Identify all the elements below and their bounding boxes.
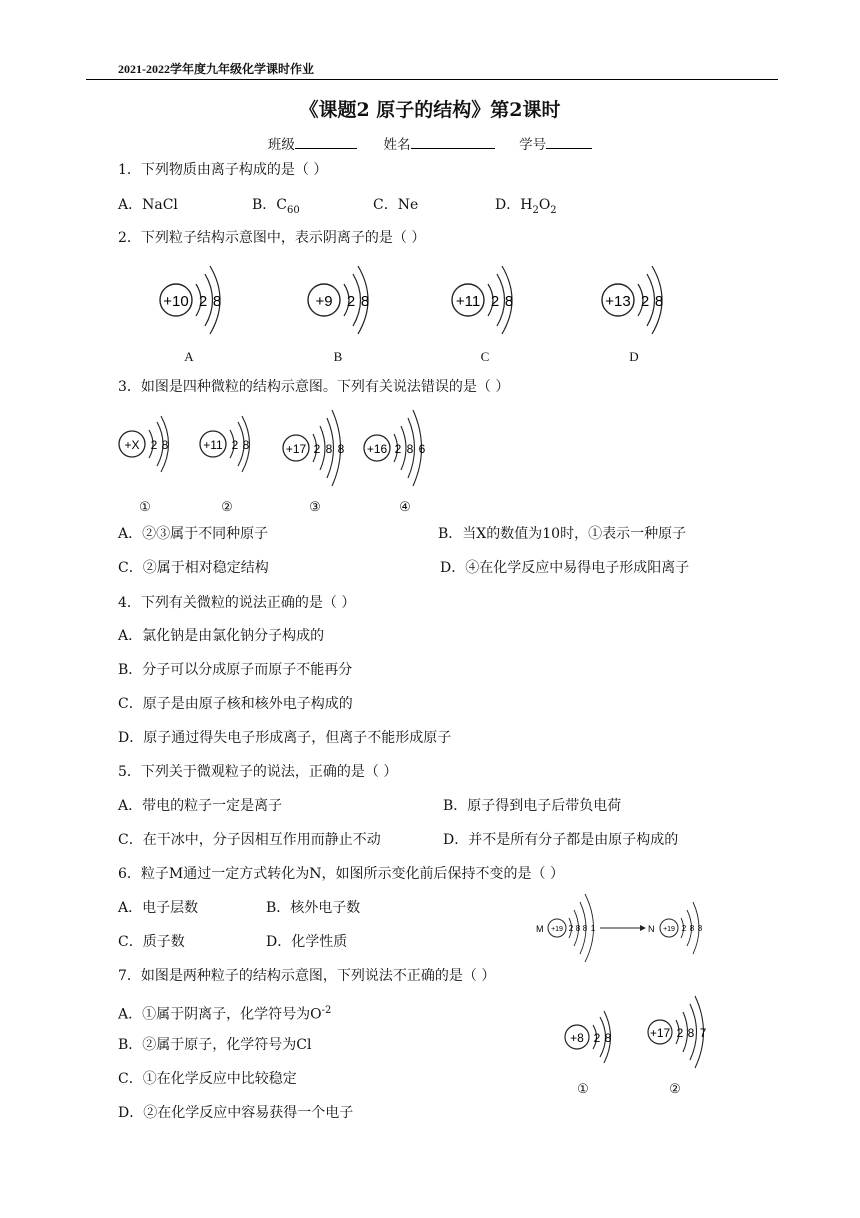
svg-text:7: 7 <box>699 1026 707 1040</box>
svg-text:8: 8 <box>161 438 169 452</box>
question-4 <box>118 594 355 612</box>
q6-option-b[interactable]: B．核外电子数 <box>266 900 361 916</box>
question-6 <box>118 865 564 883</box>
question-7 <box>118 967 495 985</box>
number-label: 学号 <box>519 137 547 153</box>
svg-text:2: 2 <box>231 438 239 452</box>
question-number: 2． <box>118 230 141 246</box>
svg-text:+13: +13 <box>605 293 631 310</box>
question-5 <box>118 763 397 781</box>
q6-transformation-diagram <box>532 890 712 966</box>
svg-text:+19: +19 <box>663 926 675 933</box>
svg-text:+11: +11 <box>203 438 223 452</box>
q7-label-2: ② <box>669 1081 681 1096</box>
svg-text:8: 8 <box>604 1031 612 1045</box>
number-blank[interactable] <box>546 136 592 149</box>
svg-text:+17: +17 <box>285 442 307 456</box>
svg-text:8: 8 <box>337 442 345 456</box>
svg-text:8: 8 <box>689 924 695 933</box>
svg-text:+X: +X <box>124 438 140 452</box>
q1-option-c[interactable]: C．Ne <box>373 197 419 213</box>
svg-text:8: 8 <box>504 293 514 310</box>
q4-option-c[interactable]: C．原子是由原子核和核外电子构成的 <box>118 696 353 712</box>
q5-option-a[interactable]: A．带电的粒子一定是离子 <box>118 798 283 814</box>
q7-option-a-sup: -2 <box>321 1005 332 1016</box>
q4-option-d[interactable]: D．原子通过得失电子形成离子，但离子不能形成原子 <box>118 730 452 746</box>
question-stem: 下列粒子结构示意图中，表示阴离子的是（ ） <box>140 230 426 246</box>
question-2 <box>118 229 425 247</box>
question-number: 4． <box>118 595 141 611</box>
q1-option-b-sub: 60 <box>287 204 300 216</box>
svg-text:+19: +19 <box>551 926 563 933</box>
q3-option-c[interactable]: C．②属于相对稳定结构 <box>118 560 269 576</box>
name-blank[interactable] <box>411 136 495 149</box>
svg-text:2: 2 <box>568 924 574 933</box>
svg-text:6: 6 <box>418 442 426 456</box>
q1-option-d-text: D．H <box>495 197 533 213</box>
question-1 <box>118 161 327 179</box>
question-stem: 粒子M通过一定方式转化为N，如图所示变化前后保持不变的是（ ） <box>140 866 564 882</box>
q2-label-a[interactable]: A <box>184 349 194 364</box>
svg-text:2: 2 <box>346 293 356 310</box>
svg-text:1: 1 <box>590 924 596 933</box>
q1-option-d-sub2: 2 <box>550 204 557 216</box>
q7-diagram-2 <box>640 992 720 1072</box>
svg-text:8: 8 <box>697 924 703 933</box>
svg-text:2: 2 <box>640 293 650 310</box>
q2-label-b[interactable]: B <box>333 349 343 364</box>
svg-text:8: 8 <box>582 924 588 933</box>
q3-label-3: ③ <box>309 499 321 514</box>
svg-text:8: 8 <box>242 438 250 452</box>
svg-text:2: 2 <box>490 293 500 310</box>
svg-text:8: 8 <box>360 293 370 310</box>
q1-option-d-text2: O <box>538 197 551 213</box>
course-header: 2021-2022学年度九年级化学课时作业 <box>118 62 314 76</box>
svg-text:8: 8 <box>575 924 581 933</box>
q5-option-c[interactable]: C．在干冰中，分子因相互作用而静止不动 <box>118 832 381 848</box>
student-info-line <box>0 133 860 153</box>
q7-diagram-1 <box>558 1005 628 1075</box>
q7-option-c[interactable]: C．①在化学反应中比较稳定 <box>118 1071 297 1087</box>
svg-text:2: 2 <box>313 442 321 456</box>
q3-diagram-3 <box>276 404 356 488</box>
q3-option-a[interactable]: A．②③属于不同种原子 <box>118 526 269 542</box>
q7-option-a[interactable] <box>118 1002 331 1024</box>
question-stem: 下列物质由离子构成的是（ ） <box>140 162 328 178</box>
q1-option-b[interactable] <box>252 196 300 220</box>
svg-text:8: 8 <box>687 1026 695 1040</box>
q1-option-b-text: B．C <box>252 197 287 213</box>
q2-diagram-b <box>298 262 388 342</box>
q2-label-d[interactable]: D <box>629 349 639 364</box>
question-stem: 如图是两种粒子的结构示意图，下列说法不正确的是（ ） <box>140 968 496 984</box>
q2-diagram-a <box>150 262 240 342</box>
q1-option-d-sub: 2 <box>532 204 539 216</box>
svg-text:+8: +8 <box>570 1031 584 1045</box>
q3-diagram-1 <box>112 412 182 482</box>
q7-label-1: ① <box>577 1081 589 1096</box>
q1-option-a[interactable]: A．NaCl <box>118 197 178 213</box>
q7-option-d[interactable]: D．②在化学反应中容易获得一个电子 <box>118 1105 354 1121</box>
q3-option-d[interactable]: D．④在化学反应中易得电子形成阳离子 <box>440 560 690 576</box>
svg-text:8: 8 <box>654 293 664 310</box>
class-blank[interactable] <box>295 136 357 149</box>
svg-text:2: 2 <box>198 293 208 310</box>
svg-text:2: 2 <box>150 438 158 452</box>
question-number: 5． <box>118 764 141 780</box>
header-divider <box>86 79 778 80</box>
q6-option-c[interactable]: C．质子数 <box>118 934 185 950</box>
question-number: 7． <box>118 968 141 984</box>
q7-option-a-text: A．①属于阴离子，化学符号为O <box>118 1006 322 1023</box>
svg-text:M: M <box>536 924 544 934</box>
svg-text:2: 2 <box>676 1026 684 1040</box>
q3-option-b[interactable]: B．当X的数值为10时，①表示一种原子 <box>438 526 687 542</box>
q6-option-a[interactable]: A．电子层数 <box>118 900 199 916</box>
svg-text:+9: +9 <box>315 293 333 310</box>
class-label: 班级 <box>267 137 295 153</box>
svg-text:+11: +11 <box>455 293 481 310</box>
question-stem: 下列关于微观粒子的说法，正确的是（ ） <box>140 764 398 780</box>
svg-text:+16: +16 <box>366 442 388 456</box>
q3-label-1: ① <box>139 499 151 514</box>
svg-text:2: 2 <box>394 442 402 456</box>
svg-text:+17: +17 <box>649 1026 671 1040</box>
q6-option-d[interactable]: D．化学性质 <box>266 934 348 950</box>
q4-option-a[interactable]: A．氯化钠是由氯化钠分子构成的 <box>118 628 325 644</box>
svg-text:2: 2 <box>681 924 687 933</box>
question-number: 3． <box>118 379 141 395</box>
svg-text:2: 2 <box>593 1031 601 1045</box>
question-stem: 如图是四种微粒的结构示意图。下列有关说法错误的是（ ） <box>140 379 510 395</box>
q3-label-4: ④ <box>399 499 411 514</box>
q3-diagram-4 <box>357 404 437 488</box>
svg-text:8: 8 <box>212 293 222 310</box>
q4-option-b[interactable]: B．分子可以分成原子而原子不能再分 <box>118 662 353 678</box>
q2-diagram-d <box>592 262 682 342</box>
svg-text:N: N <box>648 924 655 934</box>
svg-text:8: 8 <box>406 442 414 456</box>
q7-option-b[interactable]: B．②属于原子，化学符号为Cl <box>118 1037 312 1053</box>
svg-text:8: 8 <box>325 442 333 456</box>
name-label: 姓名 <box>383 137 411 153</box>
svg-text:+10: +10 <box>163 293 189 310</box>
q3-label-2: ② <box>221 499 233 514</box>
q5-option-d[interactable]: D．并不是所有分子都是由原子构成的 <box>443 832 679 848</box>
question-number: 1． <box>118 162 141 178</box>
q3-diagram-2 <box>193 412 263 482</box>
question-3 <box>118 378 509 396</box>
question-number: 6． <box>118 866 141 882</box>
q2-diagram-c <box>442 262 532 342</box>
page-title: 《课题2 原子的结构》第2课时 <box>299 99 561 121</box>
q5-option-b[interactable]: B．原子得到电子后带负电荷 <box>443 798 622 814</box>
q2-label-c[interactable]: C <box>480 349 490 364</box>
q1-option-d[interactable] <box>495 196 557 220</box>
question-stem: 下列有关微粒的说法正确的是（ ） <box>140 595 356 611</box>
